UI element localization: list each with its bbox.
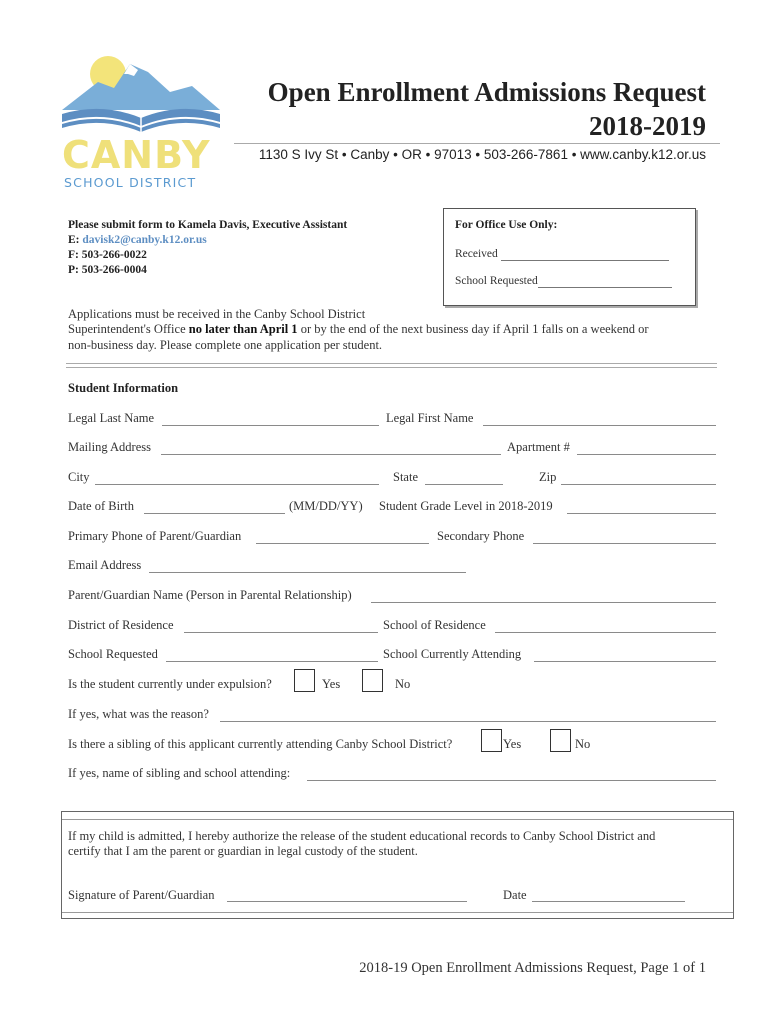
- expulsion-yes-checkbox[interactable]: [294, 669, 315, 692]
- mailing-address-label: Mailing Address: [68, 440, 151, 454]
- legal-first-name-field[interactable]: [483, 425, 716, 426]
- district-residence-label: District of Residence: [68, 618, 174, 632]
- submit-instruction: Please submit form to Kamela Davis, Executive Assistant: [68, 219, 348, 231]
- expulsion-reason-field[interactable]: [220, 721, 716, 722]
- zip-label: Zip: [539, 470, 557, 484]
- expulsion-no-checkbox[interactable]: [362, 669, 383, 692]
- district-residence-field[interactable]: [184, 632, 378, 633]
- date-field[interactable]: [532, 901, 685, 902]
- city-field[interactable]: [95, 484, 379, 485]
- office-received-field[interactable]: [501, 250, 669, 261]
- instructions-line-2: [68, 323, 649, 336]
- apartment-field[interactable]: [577, 454, 716, 455]
- grade-level-field[interactable]: [567, 513, 716, 514]
- office-received-row: [455, 249, 669, 261]
- district-address: 1130 S Ivy St • Canby • OR • 97013 • 503-266-7861 • www.canby.k12.or.us: [258, 147, 706, 162]
- office-use-box: [443, 208, 696, 306]
- primary-phone-label: Primary Phone of Parent/Guardian: [68, 529, 242, 543]
- office-use-title: For Office Use Only:: [455, 219, 558, 231]
- sibling-name-field[interactable]: [307, 780, 716, 781]
- mailing-address-field[interactable]: [161, 454, 501, 455]
- page-footer: 2018-19 Open Enrollment Admissions Request, Page 1 of 1: [359, 960, 706, 976]
- grade-level-label: Student Grade Level in 2018-2019: [379, 499, 553, 513]
- email-label: Email Address: [68, 558, 142, 572]
- office-school-field[interactable]: [538, 277, 672, 288]
- expulsion-yes-label: Yes: [322, 677, 341, 691]
- email-prefix: E:: [68, 234, 83, 246]
- legal-last-name-field[interactable]: [162, 425, 379, 426]
- expulsion-reason-label: If yes, what was the reason?: [68, 707, 209, 721]
- school-requested-label: School Requested: [68, 647, 158, 661]
- office-received-label: Received: [455, 248, 498, 260]
- signature-field[interactable]: [227, 901, 467, 902]
- instructions-line-1: Applications must be received in the Canby School District: [68, 307, 366, 321]
- instructions-text: Superintendent's Office: [68, 322, 189, 336]
- contact-phone: P: 503-266-0004: [68, 264, 147, 276]
- city-label: City: [68, 470, 90, 484]
- school-residence-field[interactable]: [495, 632, 716, 633]
- logo-subtitle: SCHOOL DISTRICT: [64, 175, 197, 190]
- office-school-row: [455, 276, 672, 288]
- school-requested-field[interactable]: [166, 661, 378, 662]
- zip-field[interactable]: [561, 484, 716, 485]
- guardian-name-label: Parent/Guardian Name (Person in Parental Relationship): [68, 588, 352, 602]
- section-title: Student Information: [68, 381, 179, 395]
- contact-fax: F: 503-266-0022: [68, 249, 147, 261]
- contact-email: [68, 235, 207, 247]
- signature-label: Signature of Parent/Guardian: [68, 888, 215, 902]
- primary-phone-field[interactable]: [256, 543, 429, 544]
- consent-bottom-rule: [62, 912, 733, 913]
- sibling-yes-checkbox[interactable]: [481, 729, 502, 752]
- legal-last-name-label: Legal Last Name: [68, 411, 155, 425]
- school-residence-label: School of Residence: [383, 618, 486, 632]
- school-attending-field[interactable]: [534, 661, 716, 662]
- sibling-no-checkbox[interactable]: [550, 729, 571, 752]
- form-title: Open Enrollment Admissions Request: [267, 77, 706, 107]
- title-divider: [234, 143, 720, 144]
- apartment-label: Apartment #: [507, 440, 570, 454]
- district-logo: [58, 52, 224, 192]
- secondary-phone-field[interactable]: [533, 543, 716, 544]
- state-field[interactable]: [425, 484, 503, 485]
- consent-top-rule: [62, 819, 733, 820]
- expulsion-question: Is the student currently under expulsion?: [68, 677, 272, 691]
- state-label: State: [393, 470, 418, 484]
- sibling-name-label: If yes, name of sibling and school attending:: [68, 766, 291, 780]
- sibling-no-label: No: [575, 737, 591, 751]
- expulsion-no-label: No: [395, 677, 411, 691]
- logo-emblem: [58, 52, 224, 136]
- date-label: Date: [503, 888, 527, 902]
- email-field[interactable]: [149, 572, 466, 573]
- consent-line-2: certify that I am the parent or guardian in legal custody of the student.: [68, 844, 418, 858]
- dob-field[interactable]: [144, 513, 285, 514]
- instructions-line-3: non-business day. Please complete one application per student.: [68, 338, 383, 352]
- logo-name: CANBY: [62, 133, 211, 177]
- guardian-name-field[interactable]: [371, 602, 716, 603]
- sibling-question: Is there a sibling of this applicant currently attending Canby School District?: [68, 737, 453, 751]
- instructions-text-cont: or by the end of the next business day if April 1 falls on a weekend or: [297, 322, 649, 336]
- dob-format: (MM/DD/YY): [289, 499, 363, 513]
- secondary-phone-label: Secondary Phone: [437, 529, 525, 543]
- section-divider: [66, 363, 717, 368]
- email-link[interactable]: davisk2@canby.k12.or.us: [82, 234, 207, 246]
- consent-line-1: If my child is admitted, I hereby authorize the release of the student educational records to Canby School District and: [68, 829, 656, 843]
- dob-label: Date of Birth: [68, 499, 134, 513]
- form-year: 2018-2019: [589, 111, 706, 141]
- school-attending-label: School Currently Attending: [383, 647, 522, 661]
- office-school-label: School Requested: [455, 275, 538, 287]
- legal-first-name-label: Legal First Name: [386, 411, 474, 425]
- deadline-text: no later than April 1: [188, 322, 298, 336]
- consent-box: [61, 811, 734, 919]
- sibling-yes-label: Yes: [503, 737, 522, 751]
